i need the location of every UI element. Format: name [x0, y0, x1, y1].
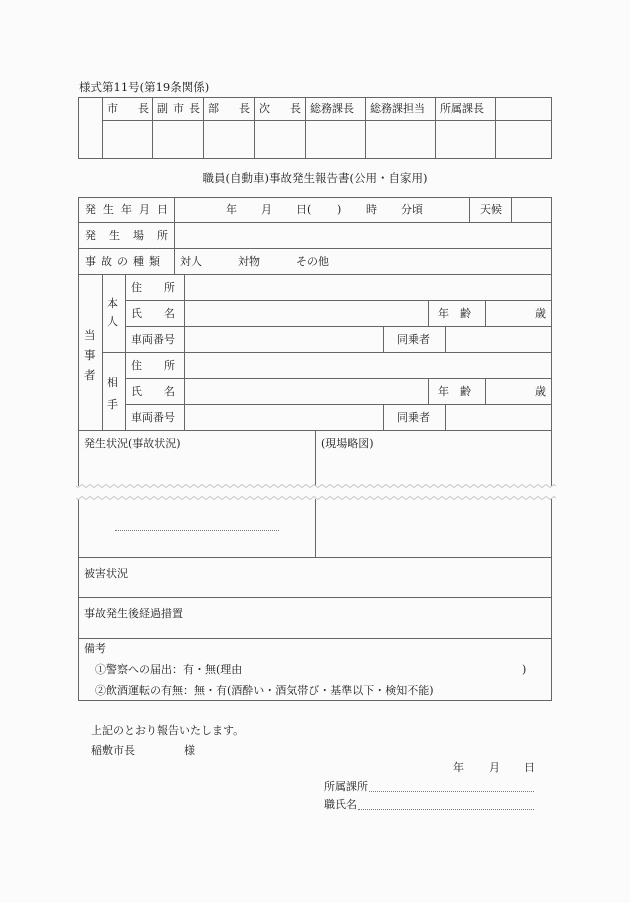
other-label: 相手	[107, 376, 118, 411]
date-hour-unit: 時	[366, 203, 377, 216]
situation-dotted-line	[115, 530, 279, 531]
measures-input[interactable]	[79, 620, 551, 638]
approval-header-vice-mayor: 副市長	[157, 102, 200, 115]
stamp-cell-section-chief[interactable]	[436, 121, 495, 158]
date-year-input[interactable]	[176, 198, 226, 222]
sketch-area[interactable]	[316, 452, 551, 556]
date-weekday-input[interactable]	[312, 198, 334, 222]
footer-day-unit: 日	[524, 761, 535, 774]
other-age-input[interactable]	[486, 379, 531, 404]
self-age-label: 年 齢	[438, 307, 471, 320]
addressee: 稲敷市長	[91, 744, 135, 757]
self-address-input[interactable]	[185, 275, 551, 300]
self-vehicle-label: 車両番号	[131, 333, 175, 346]
approval-header-section-chief: 所属課長	[440, 102, 484, 115]
stamp-cell-vice-mayor[interactable]	[153, 121, 203, 158]
approval-header-deputy: 次 長	[259, 102, 301, 115]
remark-drunk-driving: ②飲酒運転の有無：無・有(酒酔い・酒気帯び・基準以下・検知不能)	[95, 684, 434, 697]
self-name-input[interactable]	[185, 301, 428, 326]
approval-header-general-affairs-staff: 総務課担当	[370, 102, 425, 115]
place-label: 発生場所	[85, 229, 181, 242]
other-age-label: 年 齢	[438, 385, 471, 398]
page-title: 職員(自動車)事故発生報告書(公用・自家用)	[202, 171, 428, 185]
date-hour-input[interactable]	[345, 198, 365, 222]
stamp-cell-deputy[interactable]	[255, 121, 305, 158]
other-vehicle-label: 車両番号	[131, 411, 175, 424]
date-day-unit: 日(	[296, 203, 312, 216]
stamp-cell-general-affairs-chief[interactable]	[306, 121, 365, 158]
self-age-input[interactable]	[486, 301, 531, 326]
situation-label: 発生状況(事故状況)	[84, 437, 181, 450]
type-option-property[interactable]: 対物	[238, 255, 260, 268]
remark-police-report: ①警察への届出：有・無(理由	[95, 663, 243, 676]
date-minute-unit: 分頃	[401, 203, 423, 216]
stamp-cell-mayor[interactable]	[103, 121, 152, 158]
self-label: 本人	[107, 297, 118, 328]
staff-name-input[interactable]	[358, 809, 534, 810]
approval-header-mayor: 市 長	[107, 102, 149, 115]
date-minute-input[interactable]	[380, 198, 400, 222]
date-month-input[interactable]	[238, 198, 260, 222]
place-input[interactable]	[175, 223, 551, 248]
type-option-other[interactable]: その他	[296, 255, 329, 268]
party-label: 当事者	[84, 328, 96, 382]
measures-label: 事故発生後経過措置	[84, 607, 183, 620]
weather-input[interactable]	[512, 198, 551, 222]
other-address-label: 住 所	[131, 359, 175, 372]
self-vehicle-input[interactable]	[185, 327, 383, 352]
date-year-unit: 年	[226, 203, 237, 216]
stamp-cell-director[interactable]	[204, 121, 254, 158]
date-day-input[interactable]	[273, 198, 295, 222]
stamp-cell-general-affairs-staff[interactable]	[366, 121, 435, 158]
footer-month-unit: 月	[489, 761, 500, 774]
other-name-input[interactable]	[185, 379, 428, 404]
damage-input[interactable]	[79, 580, 551, 597]
other-name-label: 氏 名	[131, 385, 175, 398]
dept-label: 所属課所	[324, 780, 368, 793]
approval-header-director: 部 長	[208, 102, 250, 115]
situation-textarea[interactable]	[79, 452, 315, 556]
damage-label: 被害状況	[84, 567, 128, 580]
other-age-unit: 歳	[535, 385, 546, 398]
date-month-unit: 月	[261, 203, 272, 216]
self-name-label: 氏 名	[131, 307, 175, 320]
approval-header-general-affairs-chief: 総務課長	[310, 102, 354, 115]
self-address-label: 住 所	[131, 281, 175, 294]
date-label	[85, 203, 175, 216]
police-report-reason-input[interactable]	[270, 660, 520, 676]
type-label: 事故の種類	[85, 255, 165, 268]
self-age-unit: 歳	[535, 307, 546, 320]
date-label-text: 発生年月日	[85, 203, 175, 216]
remark-police-close: )	[522, 663, 527, 676]
staff-name-label: 職氏名	[324, 798, 357, 811]
weather-label: 天候	[480, 203, 502, 216]
other-passenger-label: 同乗者	[397, 411, 430, 424]
form-number: 様式第11号(第19条関係)	[79, 80, 210, 94]
dept-input[interactable]	[369, 791, 534, 792]
other-vehicle-input[interactable]	[185, 405, 383, 430]
other-address-input[interactable]	[185, 353, 551, 378]
self-passenger-input[interactable]	[446, 327, 551, 352]
sketch-label: (現場略図)	[321, 437, 374, 450]
other-passenger-input[interactable]	[446, 405, 551, 430]
footer-year-unit: 年	[453, 761, 464, 774]
remarks-label: 備考	[84, 642, 106, 655]
addressee-honorific: 様	[184, 744, 195, 757]
type-option-person[interactable]: 対人	[180, 255, 202, 268]
report-statement: 上記のとおり報告いたします。	[91, 724, 245, 737]
self-passenger-label: 同乗者	[397, 333, 430, 346]
date-weekday-close: )	[337, 203, 342, 216]
